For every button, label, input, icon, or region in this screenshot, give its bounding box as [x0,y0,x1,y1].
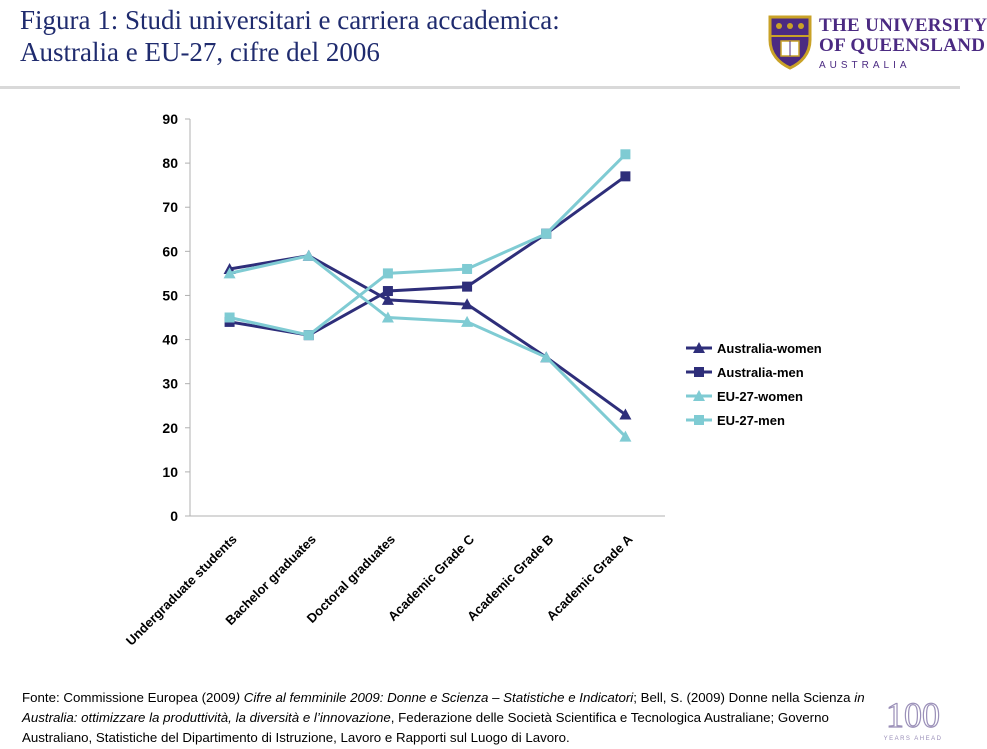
source-part-3: ; Bell, S. (2009) Donne nella Scienza [633,690,855,705]
source-part-1: Fonte: Commissione Europea (2009 [22,690,236,705]
title-line-1: Figura 1: Studi universitari e carriera accademica: [20,5,560,35]
series-line [230,256,626,415]
data-point [383,286,393,296]
data-point [304,330,314,340]
source-part-2: ) Cifre al femminile 2009: Donne e Scienza – Statistiche e Indicatori [235,690,634,705]
chart-axes [185,119,665,516]
data-point [383,268,393,278]
legend-label: Australia-women [717,341,822,356]
y-tick-label: 50 [162,287,178,304]
data-point [225,313,235,323]
x-tick-labels [123,531,636,648]
x-tick-label: Academic Grade B [464,531,557,624]
data-point [620,149,630,159]
data-point [620,171,630,181]
logo-line-3: AUSTRALIA [819,60,911,71]
badge-tagline: YEARS AHEAD [883,736,943,742]
legend-item [686,341,822,356]
legend-item [686,365,804,380]
legend-item [686,413,785,428]
data-point [462,264,472,274]
legend-label: EU-27-women [717,389,803,404]
source-part-4: in Australia: ottimizzare la produttività, la diversità e l’innovazione [22,690,865,725]
legend-marker [694,415,704,425]
centenary-badge [878,694,948,744]
y-tick-label: 30 [162,375,178,392]
legend-marker [694,367,704,377]
y-tick-label: 70 [162,199,178,216]
source-part-5: , Federazione delle Società Scientifica e Tecnologica Australiane; Governo Australiano, Statistiche del Dipartimento di Istruzione, Lavoro e Rapporti sul Luogo di Lavoro. [22,710,829,745]
y-tick-label: 80 [162,155,178,172]
series-eu-27-women [224,250,632,442]
data-point [541,229,551,239]
data-point [462,282,472,292]
series-line [230,256,626,437]
title-line-2: Australia e EU-27, cifre del 2006 [20,37,380,67]
source-note [22,688,872,748]
series-line [230,154,626,335]
logo-line-2: OF QUEENSLAND [819,35,986,56]
legend-item [686,389,803,404]
x-tick-label: Academic Grade C [384,531,478,624]
series-lines [224,149,632,441]
logo-line-1: THE UNIVERSITY [819,15,987,36]
series-line [230,176,626,335]
y-tick-label: 40 [162,331,178,348]
centenary-100-icon [878,694,948,744]
x-tick-label: Bachelor graduates [222,531,319,628]
x-tick-label: Doctoral graduates [303,531,399,626]
series-australia-men [225,171,631,340]
y-tick-label: 60 [162,243,178,260]
legend-label: EU-27-men [717,413,785,428]
series-australia-women [224,250,632,420]
badge-number: 100 [886,695,940,735]
y-tick-label: 20 [162,419,178,436]
x-tick-label: Academic Grade A [543,531,636,624]
series-eu-27-men [225,149,631,340]
legend-label: Australia-men [717,365,804,380]
y-tick-label: 0 [170,508,178,524]
chart-legend [686,341,822,428]
y-tick-label: 10 [162,463,178,480]
x-tick-label: Undergraduate students [122,531,240,649]
y-tick-labels [162,111,178,524]
y-tick-label: 90 [162,111,178,127]
